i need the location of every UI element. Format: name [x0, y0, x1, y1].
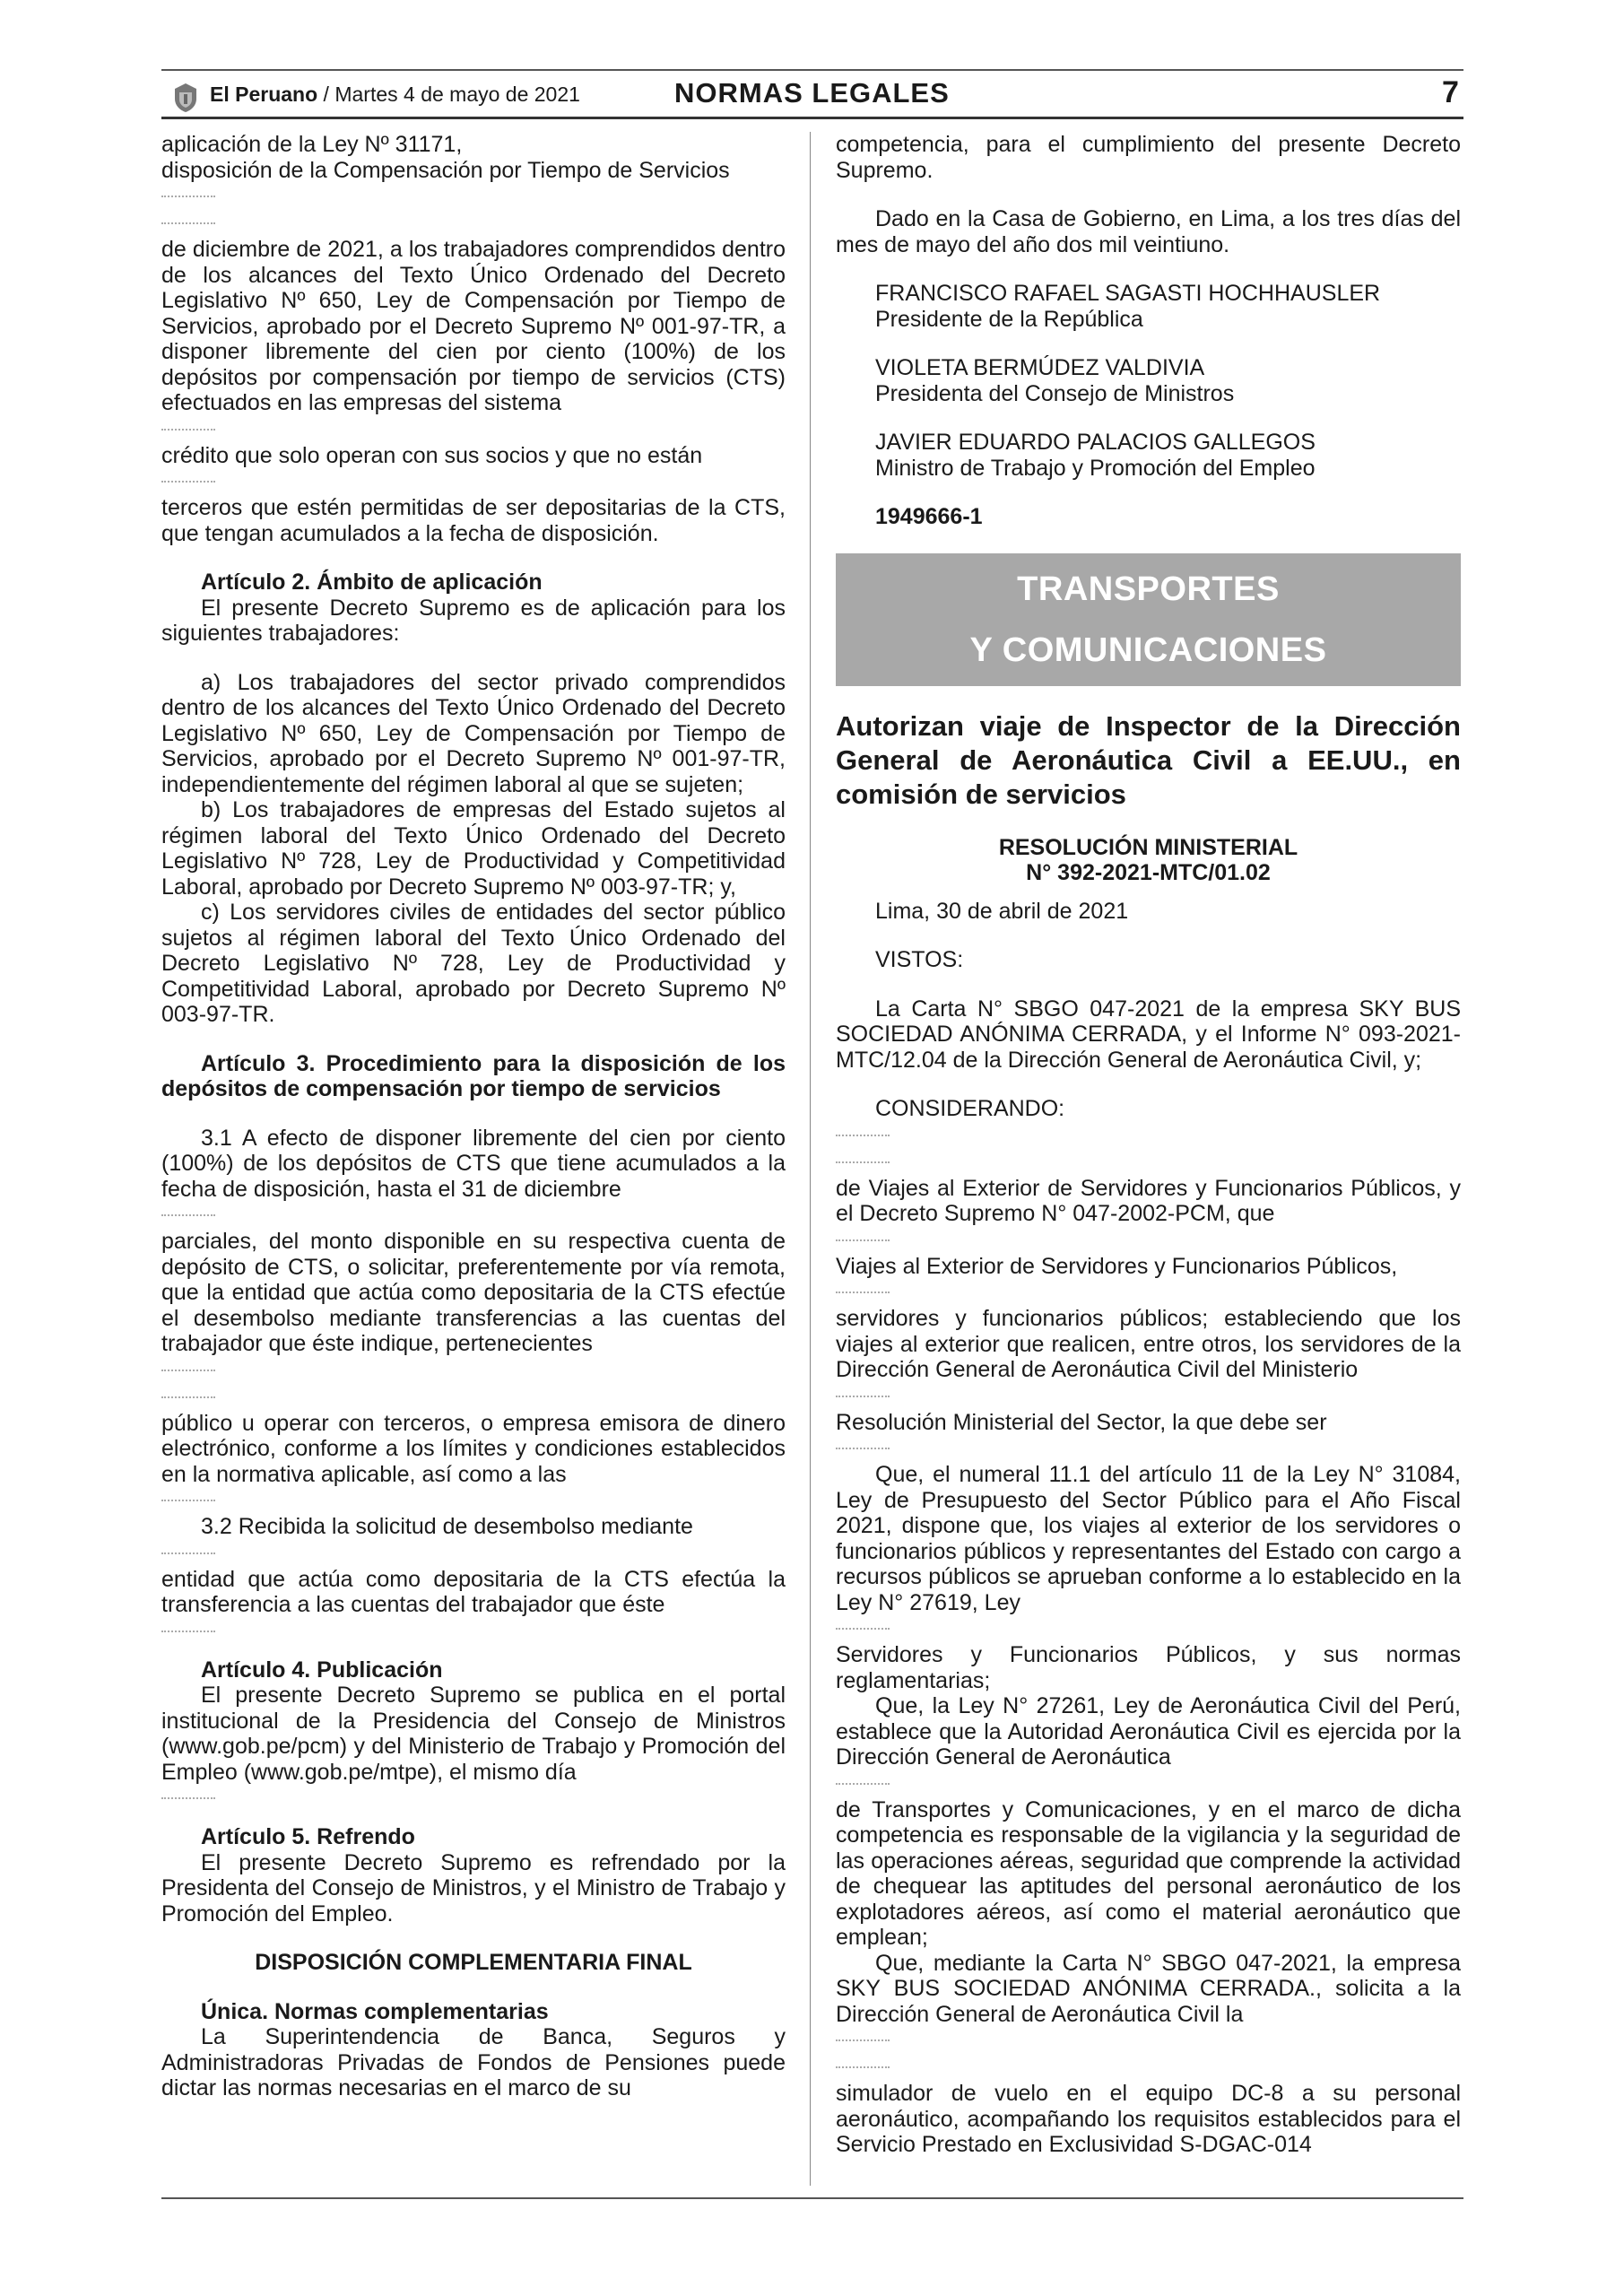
paragraph: El presente Decreto Supremo es de aplicación para los siguientes trabajadores:	[161, 595, 786, 646]
header-section-title: NORMAS LEGALES	[674, 77, 950, 109]
footer-rule	[161, 2197, 1463, 2199]
paragraph: Dado en la Casa de Gobierno, en Lima, a los tres días del mes de mayo del año dos mil veintiuno.	[836, 206, 1461, 257]
sector-title-line-2: Y COMUNICACIONES	[969, 631, 1327, 669]
publication-date: Martes 4 de mayo de 2021	[334, 83, 580, 106]
signatory-role: Ministro de Trabajo y Promoción del Empleo	[875, 455, 1316, 481]
paragraph: competencia, para el cumplimiento del presente Decreto Supremo.	[836, 132, 1461, 183]
resolution-number: N° 392-2021-MTC/01.02	[1026, 860, 1271, 885]
paragraph: Servidores y Funcionarios Públicos, y sus normas reglamentarias;	[836, 1642, 1461, 1693]
paragraph: parciales, del monto disponible en su respectiva cuenta de depósito de CTS, o solicitar, preferentemente por vía remota, que la entidad que actúa como depositaria de la CTS efectúe el desembolso mediante transferencias a las cuentas del trabajador que éste indique, pertenecientes	[161, 1229, 786, 1356]
signatory-name: JAVIER EDUARDO PALACIOS GALLEGOS	[875, 430, 1316, 455]
paragraph: Que, la Ley N° 27261, Ley de Aeronáutica Civil del Perú, establece que la Autoridad Aeronáutica Civil es ejercida por la Dirección General de Aeronáutica	[836, 1693, 1461, 1770]
place-date: Lima, 30 de abril de 2021	[875, 898, 1129, 924]
article-2-title: Artículo 2. Ámbito de aplicación	[201, 570, 543, 595]
faded-line	[836, 1770, 1461, 1797]
faded-line	[161, 416, 786, 443]
coat-of-arms-icon	[169, 81, 203, 115]
faded-line	[836, 1383, 1461, 1410]
faded-line	[161, 1487, 786, 1514]
faded-line	[161, 1618, 786, 1645]
paragraph: La Superintendencia de Banca, Seguros y Administradoras Privadas de Fondos de Pensiones puede dictar las normas necesarias en el marco de su	[161, 2024, 786, 2100]
header-bottom-rule	[161, 117, 1463, 119]
signatory-name: VIOLETA BERMÚDEZ VALDIVIA	[875, 355, 1205, 380]
article-5-title: Artículo 5. Refrendo	[201, 1824, 415, 1849]
faded-line	[836, 1227, 1461, 1254]
resolution-headline: Autorizan viaje de Inspector de la Dirección General de Aeronáutica Civil a EE.UU., en comisión de servicios	[836, 709, 1461, 810]
paragraph: La Carta N° SBGO 047-2021 de la empresa SKY BUS SOCIEDAD ANÓNIMA CERRADA, y el Informe N° 093-2021-MTC/12.04 de la Dirección General de Aeronáutica Civil, y;	[836, 996, 1461, 1073]
faded-line	[161, 1540, 786, 1567]
considerando-heading: CONSIDERANDO:	[875, 1096, 1065, 1121]
faded-line	[161, 210, 786, 237]
page-number: 7	[1442, 75, 1459, 109]
paragraph: 3.1 A efecto de disponer libremente del cien por ciento (100%) de los depósitos de CTS que tiene acumulados a la fecha de disposición, hasta el 31 de diciembre	[161, 1125, 786, 1202]
faded-line	[836, 1279, 1461, 1306]
list-item: a) Los trabajadores del sector privado comprendidos dentro de los alcances del Texto Único Ordenado del Decreto Legislativo Nº 650, Ley de Compensación por Tiempo de Servicios, aprobado por el Decreto Supremo Nº 001-97-TR, independientemente del régimen laboral al que se sujeten;	[161, 669, 786, 797]
publication-code: 1949666-1	[875, 504, 983, 529]
faded-line	[836, 2027, 1461, 2054]
paragraph: servidores y funcionarios públicos; estableciendo que los viajes al exterior que realicen, entre otros, los servidores de la Dirección General de Aeronáutica Civil del Ministerio	[836, 1306, 1461, 1382]
article-3-title: Artículo 3. Procedimiento para la disposición de los depósitos de compensación por tiempo de servicios	[161, 1050, 786, 1101]
list-item: b) Los trabajadores de empresas del Estado sujetos al régimen laboral del Texto Único Ordenado del Decreto Legislativo Nº 728, Ley de Productividad y Competitividad Laboral, aprobado por Decreto Supremo Nº 003-97-TR; y,	[161, 797, 786, 900]
paragraph: terceros que estén permitidas de ser depositarias de la CTS, que tengan acumulados a la fecha de disposición.	[161, 495, 786, 546]
faded-line	[836, 1615, 1461, 1642]
sector-banner	[836, 553, 1461, 686]
paragraph: crédito que solo operan con sus socios y que no están	[161, 442, 703, 468]
article-4-title: Artículo 4. Publicación	[201, 1657, 443, 1683]
paragraph: Que, mediante la Carta N° SBGO 047-2021, la empresa SKY BUS SOCIEDAD ANÓNIMA CERRADA., solicita a la Dirección General de Aeronáutica Civil la	[836, 1950, 1461, 2027]
column-divider	[810, 132, 811, 2186]
signatory-name: FRANCISCO RAFAEL SAGASTI HOCHHAUSLER	[875, 281, 1381, 306]
faded-line	[161, 1785, 786, 1812]
faded-line	[161, 1202, 786, 1229]
faded-line	[836, 1122, 1461, 1149]
faded-line	[161, 183, 786, 210]
paragraph: de Viajes al Exterior de Servidores y Funcionarios Públicos, y el Decreto Supremo N° 047-2002-PCM, que	[836, 1175, 1461, 1226]
paragraph: 3.2 Recibida la solicitud de desembolso mediante	[201, 1514, 693, 1539]
paragraph: simulador de vuelo en el equipo DC-8 a su personal aeronáutico, acompañando los requisitos establecidos para el Servicio Prestado en Exclusividad S-DGAC-014	[836, 2081, 1461, 2157]
paragraph: Resolución Ministerial del Sector, la que debe ser	[836, 1409, 1327, 1435]
paragraph: de diciembre de 2021, a los trabajadores comprendidos dentro de los alcances del Texto Único Ordenado del Decreto Legislativo Nº 650, Ley de Compensación por Tiempo de Servicios, aprobado por el Decreto Supremo Nº 001-97-TR, a disponer libremente del cien por ciento (100%) de los depósitos por compensación por tiempo de servicios (CTS) efectuados en las empresas del sistema	[161, 237, 786, 415]
single-provision-title: Única. Normas complementarias	[201, 1998, 549, 2024]
signatory-role: Presidente de la República	[875, 306, 1143, 332]
signatory-role: Presidenta del Consejo de Ministros	[875, 380, 1235, 406]
right-column	[836, 132, 1461, 2158]
faded-line	[836, 1149, 1461, 1176]
faded-line	[161, 1384, 786, 1411]
header-top-rule	[161, 69, 1463, 71]
faded-line	[836, 1435, 1461, 1462]
publication-name: El Peruano	[210, 83, 318, 106]
paragraph: Viajes al Exterior de Servidores y Funcionarios Públicos,	[836, 1253, 1398, 1279]
vistos-heading: VISTOS:	[875, 947, 964, 972]
faded-line	[161, 468, 786, 495]
paragraph: Que, el numeral 11.1 del artículo 11 de la Ley N° 31084, Ley de Presupuesto del Sector Público para el Año Fiscal 2021, dispone que, los viajes al exterior de los servidores o funcionarios públicos y representantes del Estado con cargo a recursos públicos se aprueban conforme a lo establecido en la Ley N° 27619, Ley	[836, 1462, 1461, 1615]
left-column	[161, 132, 786, 2101]
paragraph: entidad que actúa como depositaria de la CTS efectúa la transferencia a las cuentas del trabajador que éste	[161, 1566, 786, 1617]
list-item: c) Los servidores civiles de entidades del sector público sujetos al régimen laboral del Texto Único Ordenado del Decreto Legislativo Nº 728, Ley de Productividad y Competitividad Laboral, aprobado por Decreto Supremo Nº 003-97-TR.	[161, 900, 786, 1027]
faded-line	[836, 2054, 1461, 2081]
paragraph: aplicación de la Ley Nº 31171,	[161, 132, 463, 157]
header-publication: El Peruano / Martes 4 de mayo de 2021	[210, 83, 580, 106]
paragraph: El presente Decreto Supremo es refrendado por la Presidenta del Consejo de Ministros, y el Ministro de Trabajo y Promoción del Empleo.	[161, 1849, 786, 1926]
paragraph: El presente Decreto Supremo se publica en el portal institucional de la Presidencia del Consejo de Ministros (www.gob.pe/pcm) y del Ministerio de Trabajo y Promoción del Empleo (www.gob.pe/mtpe), el mismo día	[161, 1683, 786, 1785]
resolution-type: RESOLUCIÓN MINISTERIAL	[998, 834, 1298, 860]
final-provision-title: DISPOSICIÓN COMPLEMENTARIA FINAL	[255, 1950, 692, 1975]
faded-line	[161, 1357, 786, 1384]
sector-title-line-1: TRANSPORTES	[1017, 570, 1280, 608]
paragraph: público u operar con terceros, o empresa emisora de dinero electrónico, conforme a los límites y condiciones establecidos en la normativa aplicable, así como a las	[161, 1410, 786, 1487]
paragraph: disposición de la Compensación por Tiempo de Servicios	[161, 157, 730, 183]
paragraph: de Transportes y Comunicaciones, y en el marco de dicha competencia es responsable de la vigilancia y la seguridad de las operaciones aéreas, seguridad que comprende la actividad de chequear las aptitudes del personal aeronáutico de los explotadores aéreos, así como el material aeronáutico que emplean;	[836, 1796, 1461, 1950]
